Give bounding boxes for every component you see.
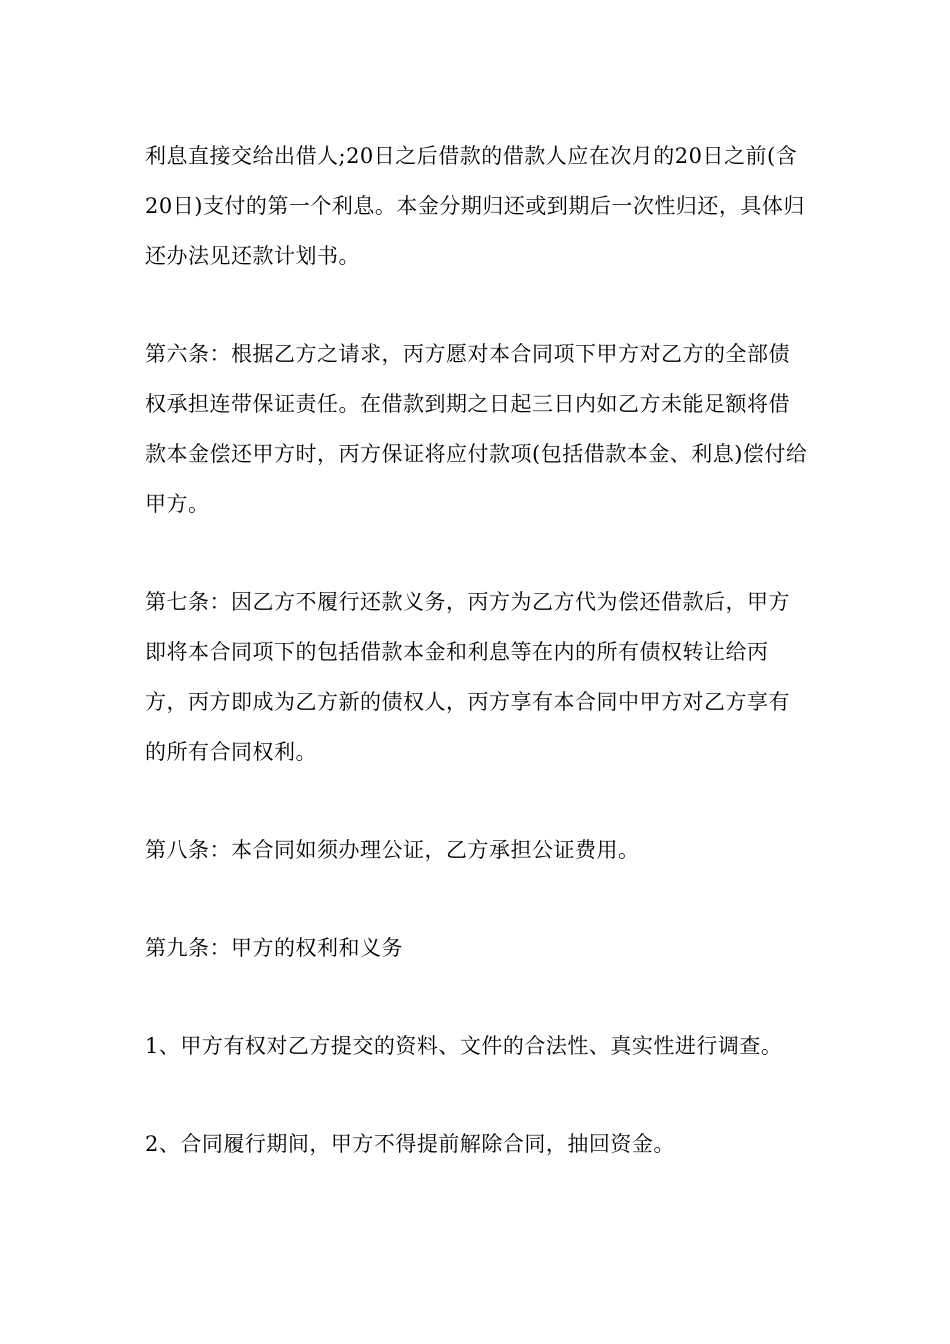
- paragraph-article-9-item-1: 1、甲方有权对乙方提交的资料、文件的合法性、真实性进行调查。: [145, 1034, 783, 1058]
- paragraph-article-9-item-2: 2、合同履行期间，甲方不得提前解除合同，抽回资金。: [145, 1132, 675, 1156]
- paragraph-article-8: 第八条：本合同如须办理公证，乙方承担公证费用。: [145, 838, 640, 862]
- document-body: [145, 131, 810, 1169]
- paragraph-article-7: 第七条：因乙方不履行还款义务，丙方为乙方代为偿还借款后，甲方即将本合同项下的包括借款本金和利息等在内的所有债权转让给丙方，丙方即成为乙方新的债权人，丙方享有本合同中甲方对乙方享有的所有合同权利。: [145, 590, 790, 764]
- paragraph-article-6: 第六条：根据乙方之请求，丙方愿对本合同项下甲方对乙方的全部债权承担连带保证责任。在借款到期之日起三日内如乙方未能足额将借款本金偿还甲方时，丙方保证将应付款项(包括借款本金、利息)偿付给甲方。: [145, 342, 808, 516]
- paragraph-repayment-terms: 利息直接交给出借人;20日之后借款的借款人应在次月的20日之前(含20日)支付的第一个利息。本金分期归还或到期后一次性归还，具体归还办法见还款计划书。: [145, 144, 805, 268]
- paragraph-article-9-heading: 第九条：甲方的权利和义务: [145, 936, 403, 960]
